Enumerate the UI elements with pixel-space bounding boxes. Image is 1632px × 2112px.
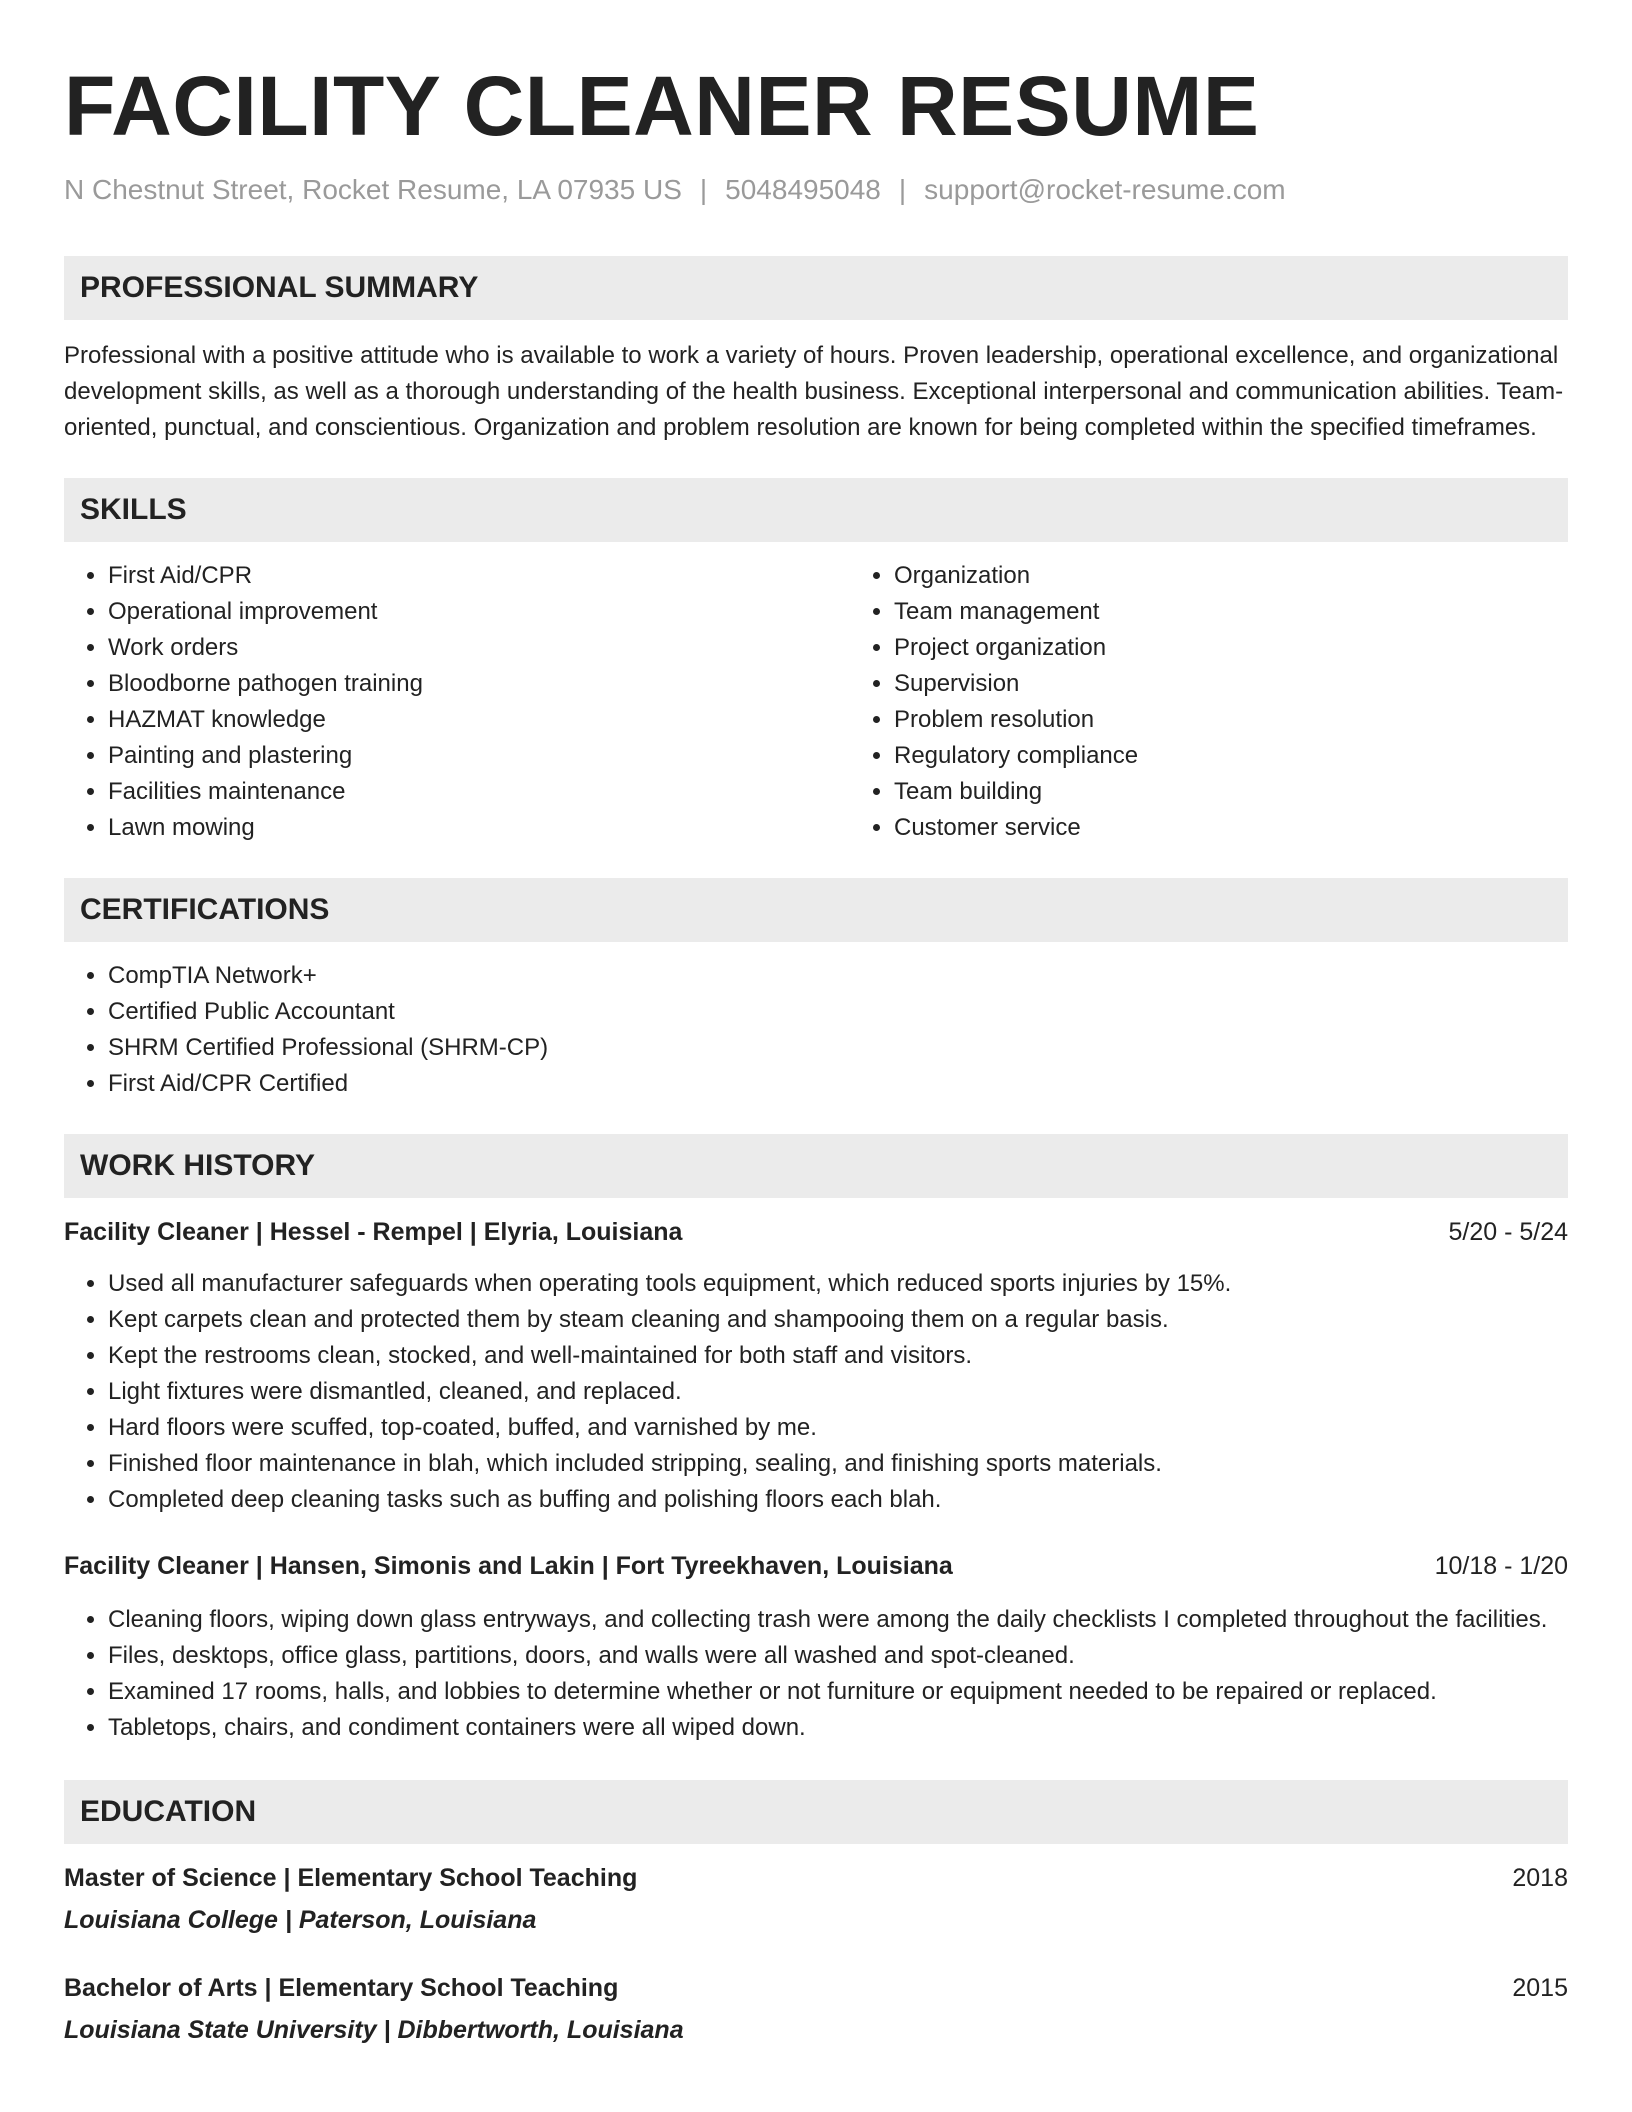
education-section-header: EDUCATION — [64, 1780, 1568, 1844]
certification-item: • First Aid/CPR Certified — [108, 1066, 1568, 1102]
skill-item: • Project organization — [894, 630, 1568, 666]
skill-item: • Team building — [894, 774, 1568, 810]
skills-grid — [64, 558, 1568, 846]
education-degree: Master of Science | Elementary School Teaching — [64, 1864, 638, 1892]
job-bullets — [64, 1602, 1568, 1746]
summary-text: Professional with a positive attitude who is available to work a variety of hours. Proven leadership, operational excellence, and organizational development skills, as well as a thorough understanding of the health business. Exceptional interpersonal and communication abilities. Team-oriented, punctual, and conscientious. Organization and problem resolution are known for being completed within the specified timeframes. — [64, 342, 1564, 441]
education-entry — [64, 1970, 1568, 2048]
skill-item: • Lawn mowing — [108, 810, 850, 846]
job-bullet: • Light fixtures were dismantled, cleaned, and replaced. — [108, 1374, 1568, 1410]
education-degree-row — [64, 1860, 1568, 1896]
job-heading: Facility Cleaner | Hansen, Simonis and Lakin | Fort Tyreekhaven, Louisiana — [64, 1552, 953, 1580]
skill-item: • Operational improvement — [108, 594, 850, 630]
education-degree-row — [64, 1970, 1568, 2006]
education-year: 2015 — [1512, 1974, 1568, 2002]
job-bullet: • Files, desktops, office glass, partitions, doors, and walls were all washed and spot-cleaned. — [108, 1638, 1568, 1674]
education-school: Louisiana State University | Dibbertworth, Louisiana — [64, 2016, 684, 2044]
job-bullet: • Completed deep cleaning tasks such as buffing and polishing floors each blah. — [108, 1482, 1568, 1518]
contact-address: N Chestnut Street, Rocket Resume, LA 07935 US — [64, 174, 682, 205]
education-school: Louisiana College | Paterson, Louisiana — [64, 1906, 537, 1934]
skill-item: • Problem resolution — [894, 702, 1568, 738]
education-entry — [64, 1860, 1568, 1938]
skills-list-right — [850, 558, 1568, 846]
job-dates: 5/20 - 5/24 — [1448, 1218, 1568, 1246]
job-bullet: • Hard floors were scuffed, top-coated, buffed, and varnished by me. — [108, 1410, 1568, 1446]
work-history-section-header: WORK HISTORY — [64, 1134, 1568, 1198]
job-bullet: • Examined 17 rooms, halls, and lobbies to determine whether or not furniture or equipment needed to be repaired or replaced. — [108, 1674, 1568, 1710]
skill-item: • Organization — [894, 558, 1568, 594]
certification-item: • CompTIA Network+ — [108, 958, 1568, 994]
contact-separator: | — [699, 174, 708, 205]
summary-section-header: PROFESSIONAL SUMMARY — [64, 256, 1568, 320]
skill-item: • Bloodborne pathogen training — [108, 666, 850, 702]
job-bullet: • Kept carpets clean and protected them by steam cleaning and shampooing them on a regular basis. — [108, 1302, 1568, 1338]
skill-item: • Regulatory compliance — [894, 738, 1568, 774]
job-dates: 10/18 - 1/20 — [1434, 1552, 1568, 1580]
resume-title: FACILITY CLEANER RESUME — [64, 59, 1260, 153]
contact-separator: | — [898, 174, 907, 205]
skill-item: • Facilities maintenance — [108, 774, 850, 810]
certifications-list — [64, 958, 1568, 1102]
job-bullet: • Finished floor maintenance in blah, which included stripping, sealing, and finishing sports materials. — [108, 1446, 1568, 1482]
job-bullet: • Used all manufacturer safeguards when operating tools equipment, which reduced sports injuries by 15%. — [108, 1266, 1568, 1302]
job-heading-row — [64, 1214, 1568, 1250]
skill-item: • Customer service — [894, 810, 1568, 846]
contact-line — [64, 174, 1568, 206]
job-bullet: • Cleaning floors, wiping down glass entryways, and collecting trash were among the daily checklists I completed throughout the facilities. — [108, 1602, 1568, 1638]
skill-item: • Supervision — [894, 666, 1568, 702]
job-heading-row — [64, 1548, 1568, 1584]
skill-item: • Painting and plastering — [108, 738, 850, 774]
education-year: 2018 — [1512, 1864, 1568, 1892]
skill-item: • Work orders — [108, 630, 850, 666]
skill-item: • First Aid/CPR — [108, 558, 850, 594]
job-entry — [64, 1548, 1568, 1746]
job-entry — [64, 1214, 1568, 1518]
skill-item: • HAZMAT knowledge — [108, 702, 850, 738]
contact-phone: 5048495048 — [725, 174, 881, 205]
contact-email: support@rocket-resume.com — [924, 174, 1286, 205]
certifications-section-header: CERTIFICATIONS — [64, 878, 1568, 942]
education-degree: Bachelor of Arts | Elementary School Teaching — [64, 1974, 619, 2002]
job-bullet: • Kept the restrooms clean, stocked, and well-maintained for both staff and visitors. — [108, 1338, 1568, 1374]
job-bullets — [64, 1266, 1568, 1518]
certification-item: • Certified Public Accountant — [108, 994, 1568, 1030]
skill-item: • Team management — [894, 594, 1568, 630]
skills-section-header: SKILLS — [64, 478, 1568, 542]
skills-list-left — [64, 558, 850, 846]
certification-item: • SHRM Certified Professional (SHRM-CP) — [108, 1030, 1568, 1066]
job-heading: Facility Cleaner | Hessel - Rempel | Elyria, Louisiana — [64, 1218, 683, 1246]
job-bullet: • Tabletops, chairs, and condiment containers were all wiped down. — [108, 1710, 1568, 1746]
